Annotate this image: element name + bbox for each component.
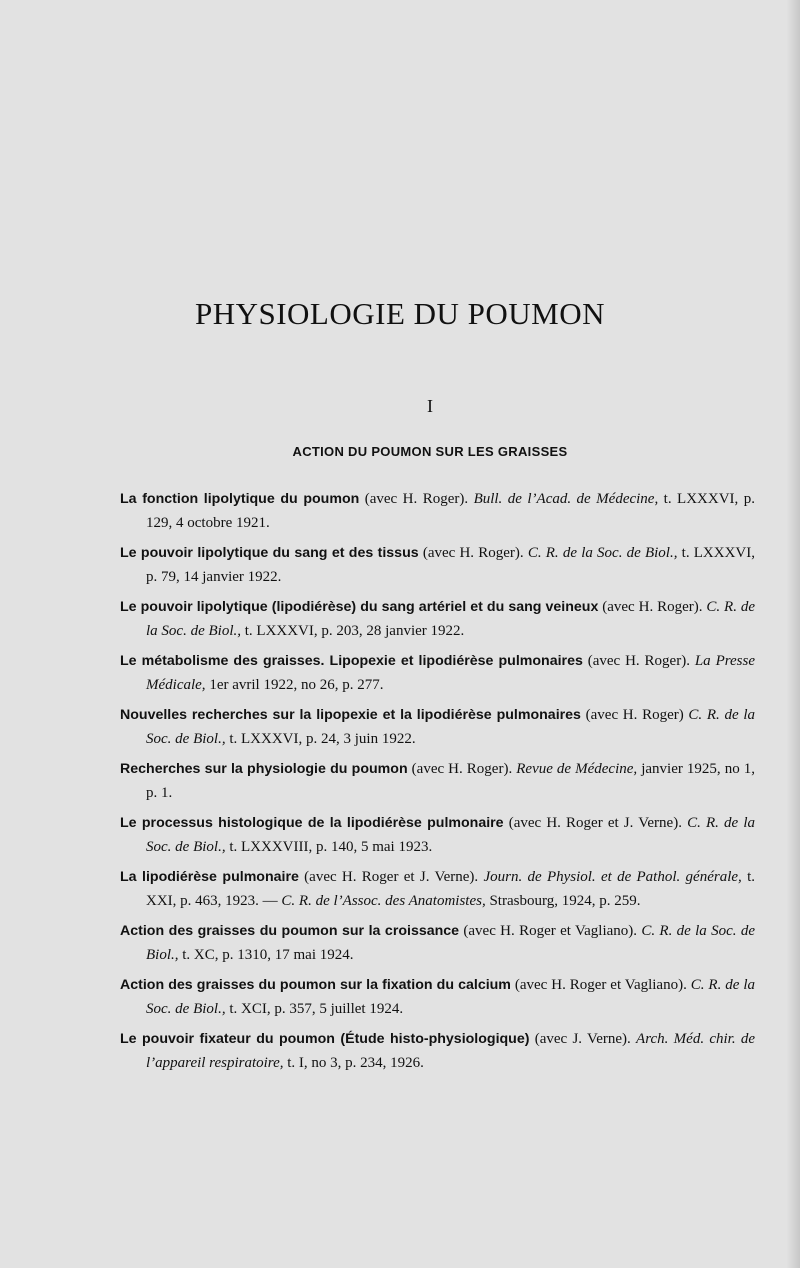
reference-details-secondary: Strasbourg, 1924, p. 259. <box>485 892 641 909</box>
reference-title: Le processus histologique de la lipodiérèse pulmonaire <box>120 815 504 831</box>
reference-source: C. R. de la Soc. de Biol., <box>146 923 755 963</box>
reference-details: t. I, no 3, p. 234, 1926. <box>283 1054 424 1071</box>
reference-authors: (avec H. Roger et J. Verne). <box>298 869 484 885</box>
reference-authors: (avec H. Roger) <box>580 707 689 723</box>
reference-item <box>120 812 755 859</box>
reference-list <box>120 488 755 1082</box>
reference-authors: (avec H. Roger et Vagliano). <box>510 977 691 993</box>
reference-source: C. R. de la Soc. de Biol., <box>146 599 755 639</box>
reference-title: La fonction lipolytique du poumon <box>120 491 360 507</box>
reference-title: Le pouvoir fixateur du poumon (Étude histo-physiologique) <box>120 1031 530 1047</box>
reference-details: t. LXXXVI, p. 129, 4 octobre 1921. <box>146 491 755 531</box>
reference-title: La lipodiérèse pulmonaire <box>120 869 299 885</box>
reference-details: t. LXXXVIII, p. 140, 5 mai 1923. <box>225 838 433 855</box>
reference-item <box>120 758 755 805</box>
reference-source: Bull. de l’Acad. de Médecine, <box>473 491 659 507</box>
reference-details: t. LXXXVI, p. 24, 3 juin 1922. <box>225 730 416 747</box>
section-numeral: I <box>427 396 433 416</box>
reference-authors: (avec H. Roger et J. Verne). <box>503 815 688 831</box>
reference-title: Recherches sur la physiologie du poumon <box>120 761 408 777</box>
reference-item <box>120 650 755 697</box>
reference-authors: (avec H. Roger). <box>582 653 695 669</box>
reference-source-secondary: C. R. de l’Assoc. des Anatomistes, <box>281 892 486 909</box>
reference-details: janvier 1925, no 1, p. 1. <box>146 761 755 801</box>
reference-source: C. R. de la Soc. de Biol., <box>146 707 755 747</box>
reference-item <box>120 1028 755 1075</box>
reference-details: t. XCI, p. 357, 5 juillet 1924. <box>225 1000 404 1017</box>
reference-item <box>120 704 755 751</box>
reference-source: C. R. de la Soc. de Biol., <box>527 545 678 561</box>
reference-authors: (avec H. Roger). <box>598 599 707 615</box>
page-title: PHYSIOLOGIE DU POUMON <box>194 296 606 331</box>
reference-item <box>120 542 755 589</box>
reference-item <box>120 866 755 913</box>
reference-authors: (avec J. Verne). <box>529 1031 637 1047</box>
reference-item <box>120 974 755 1021</box>
reference-title: Le métabolisme des graisses. Lipopexie et lipodiérèse pulmonaires <box>120 653 583 669</box>
reference-source: Arch. Méd. chir. de l’appareil respiratoire, <box>146 1031 755 1071</box>
reference-title: Nouvelles recherches sur la lipopexie et la lipodiérèse pulmonaires <box>120 707 581 723</box>
reference-title: Le pouvoir lipolytique du sang et des tissus <box>120 545 419 561</box>
reference-authors: (avec H. Roger et Vagliano). <box>459 923 642 939</box>
reference-details: t. XC, p. 1310, 17 mai 1924. <box>178 946 354 963</box>
reference-source: Revue de Médecine, <box>516 761 638 777</box>
reference-source: La Presse Médicale, <box>146 653 755 693</box>
reference-details: t. XXI, p. 463, 1923. — <box>146 869 755 909</box>
reference-authors: (avec H. Roger). <box>407 761 517 777</box>
reference-title: Action des graisses du poumon sur la croissance <box>120 923 460 939</box>
reference-details: t. LXXXVI, p. 203, 28 janvier 1922. <box>240 622 465 639</box>
reference-title: Action des graisses du poumon sur la fixation du calcium <box>120 977 511 993</box>
reference-authors: (avec H. Roger). <box>418 545 528 561</box>
reference-source: C. R. de la Soc. de Biol., <box>146 977 756 1017</box>
reference-source: Journ. de Physiol. et de Pathol. générale, <box>483 869 742 885</box>
reference-item <box>120 596 755 643</box>
reference-details: 1er avril 1922, no 26, p. 277. <box>205 676 384 693</box>
reference-details: t. LXXXVI, p. 79, 14 janvier 1922. <box>146 545 756 585</box>
reference-item <box>120 920 755 967</box>
reference-title: Le pouvoir lipolytique (lipodiérèse) du sang artériel et du sang veineux <box>120 599 599 615</box>
reference-source: C. R. de la Soc. de Biol., <box>146 815 755 855</box>
reference-authors: (avec H. Roger). <box>359 491 474 507</box>
section-title: ACTION DU POUMON SUR LES GRAISSES <box>292 444 568 459</box>
reference-item <box>120 488 755 535</box>
